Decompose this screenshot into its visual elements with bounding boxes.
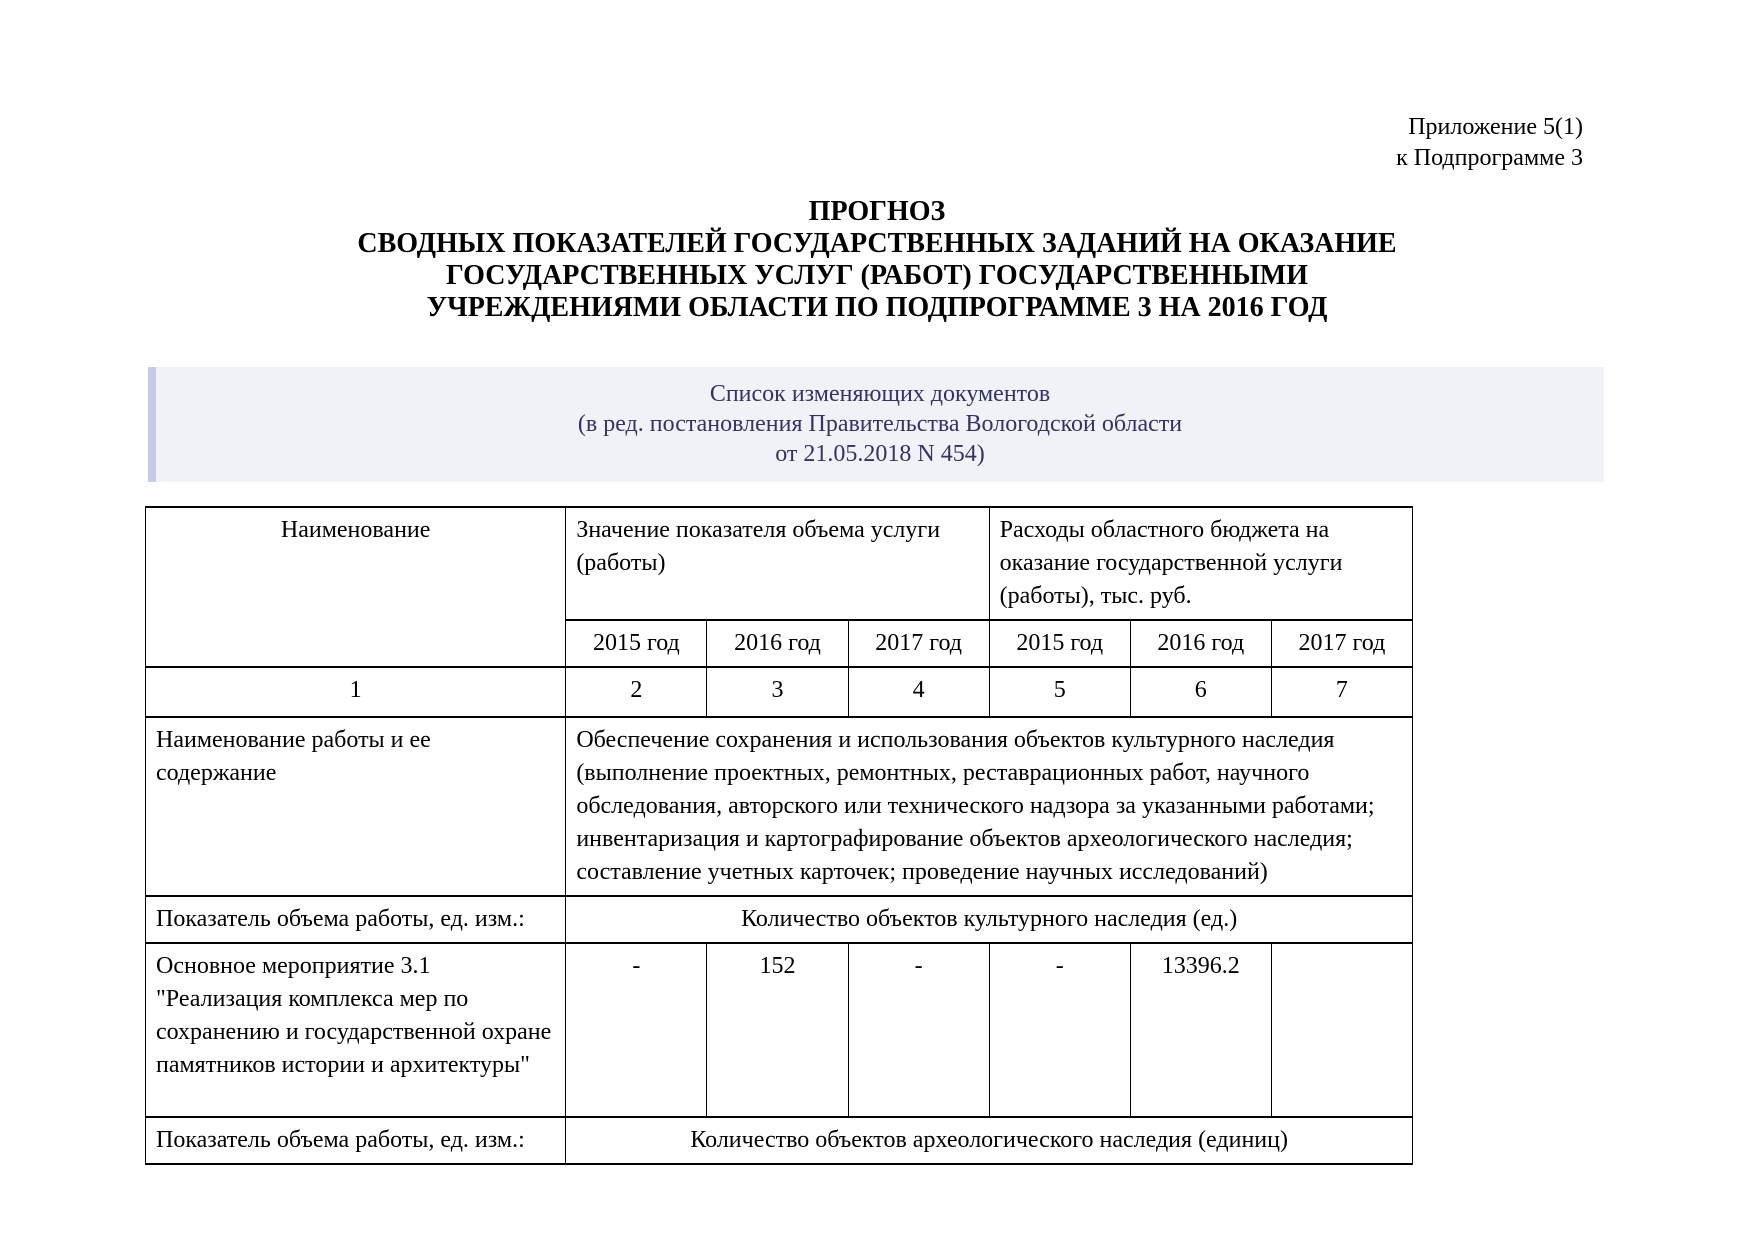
table-numbers-row [146, 667, 1413, 717]
amending-documents-box [148, 367, 1604, 482]
title-line-3: ГОСУДАРСТВЕННЫХ УСЛУГ (РАБОТ) ГОСУДАРСТВЕННЫМИ [446, 260, 1308, 291]
column-number-3: 3 [707, 667, 848, 717]
value-budget-2017 [1271, 943, 1412, 1117]
header-cell-volume-group: Значение показателя объема услуги (работы) [566, 507, 989, 620]
row-value-work-name: Обеспечение сохранения и использования объектов культурного наследия (выполнение проектных, ремонтных, реставрационных работ, научного обследования, авторского или технического надзора за указанными работами; инвентаризация и картографирование объектов археологического наследия; составление учетных карточек; проведение научных исследований) [566, 717, 1413, 896]
forecast-table-container [145, 506, 1413, 1165]
value-volume-2016: 152 [707, 943, 848, 1117]
appendix-annotation [1396, 112, 1583, 174]
title-line-4: УЧРЕЖДЕНИЯМИ ОБЛАСТИ ПО ПОДПРОГРАММЕ 3 НА 2016 ГОД [426, 292, 1328, 323]
column-number-4: 4 [848, 667, 989, 717]
year-cell-volume-2017: 2017 год [848, 620, 989, 667]
page-title [0, 196, 1754, 324]
table-row-volume-indicator-2 [146, 1117, 1413, 1164]
value-budget-2015: - [989, 943, 1130, 1117]
row-value-volume-indicator-2: Количество объектов археологического наследия (единиц) [566, 1117, 1413, 1164]
forecast-table [145, 506, 1413, 1165]
subprogram-line: к Подпрограмме 3 [1396, 145, 1583, 171]
title-line-2: СВОДНЫХ ПОКАЗАТЕЛЕЙ ГОСУДАРСТВЕННЫХ ЗАДАНИЙ НА ОКАЗАНИЕ [357, 228, 1397, 259]
info-box-line-2: (в ред. постановления Правительства Вологодской области [577, 411, 1183, 437]
table-header-row [146, 507, 1413, 620]
row-value-volume-indicator-1: Количество объектов культурного наследия (ед.) [566, 896, 1413, 943]
title-line-1: ПРОГНОЗ [808, 196, 946, 227]
row-label-work-name: Наименование работы и ее содержание [146, 717, 566, 896]
value-budget-2016: 13396.2 [1130, 943, 1271, 1117]
row-label-volume-indicator-1: Показатель объема работы, ед. изм.: [146, 896, 566, 943]
table-row-volume-indicator-1 [146, 896, 1413, 943]
header-cell-name: Наименование [146, 507, 566, 667]
table-row-work-name [146, 717, 1413, 896]
year-cell-budget-2015: 2015 год [989, 620, 1130, 667]
column-number-6: 6 [1130, 667, 1271, 717]
value-volume-2017: - [848, 943, 989, 1117]
year-cell-volume-2016: 2016 год [707, 620, 848, 667]
header-cell-budget-group: Расходы областного бюджета на оказание государственной услуги (работы), тыс. руб. [989, 507, 1412, 620]
appendix-line: Приложение 5(1) [1408, 114, 1583, 140]
year-cell-volume-2015: 2015 год [566, 620, 707, 667]
row-label-volume-indicator-2: Показатель объема работы, ед. изм.: [146, 1117, 566, 1164]
column-number-2: 2 [566, 667, 707, 717]
value-volume-2015: - [566, 943, 707, 1117]
info-box-line-3: от 21.05.2018 N 454) [775, 441, 985, 467]
table-row-main-activity-31 [146, 943, 1413, 1117]
info-box-line-1: Список изменяющих документов [709, 381, 1051, 407]
year-cell-budget-2017: 2017 год [1271, 620, 1412, 667]
column-number-7: 7 [1271, 667, 1412, 717]
column-number-1: 1 [146, 667, 566, 717]
column-number-5: 5 [989, 667, 1130, 717]
year-cell-budget-2016: 2016 год [1130, 620, 1271, 667]
row-label-main-activity-31: Основное мероприятие 3.1 "Реализация комплекса мер по сохранению и государственной охране памятников истории и архитектуры" [146, 943, 566, 1117]
